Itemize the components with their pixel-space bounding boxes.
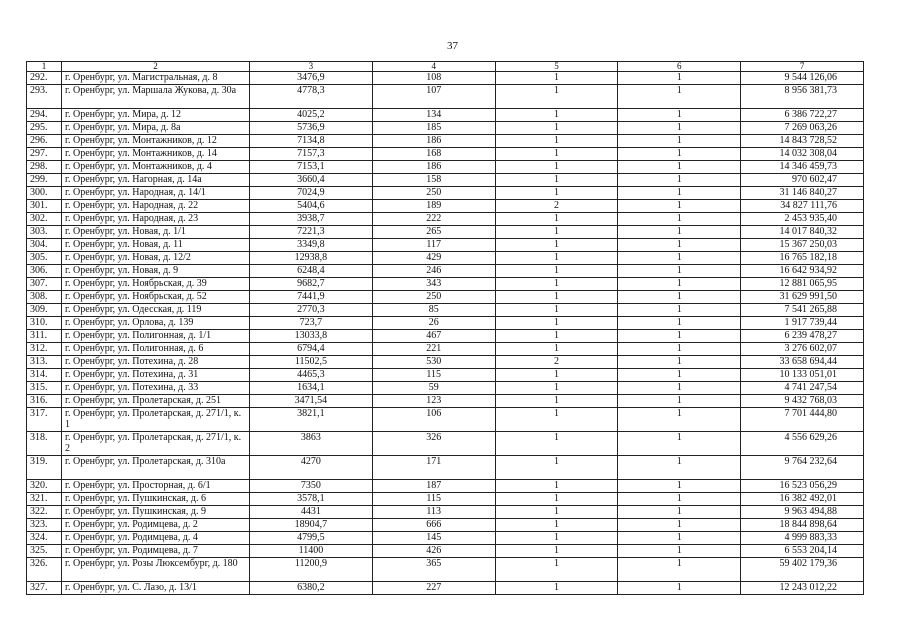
- col5-cell: 1: [495, 252, 618, 265]
- area-cell: 1634,1: [250, 382, 373, 395]
- row-number: 297.: [27, 148, 62, 161]
- header-cell: 6: [618, 62, 741, 72]
- col6-cell: 1: [618, 532, 741, 545]
- address-cell: г. Оренбург, ул. Новая, д. 12/2: [62, 252, 250, 265]
- col6-cell: 1: [618, 265, 741, 278]
- area-cell: 12938,8: [250, 252, 373, 265]
- area-cell: 7221,3: [250, 226, 373, 239]
- area-cell: 7441,9: [250, 291, 373, 304]
- col5-cell: 1: [495, 382, 618, 395]
- area-cell: 4778,3: [250, 85, 373, 109]
- col5-cell: 1: [495, 174, 618, 187]
- col6-cell: 1: [618, 135, 741, 148]
- address-cell: г. Оренбург, ул. Пролетарская, д. 310а: [62, 456, 250, 480]
- count-cell: 187: [372, 480, 495, 493]
- count-cell: 530: [372, 356, 495, 369]
- count-cell: 429: [372, 252, 495, 265]
- row-number: 307.: [27, 278, 62, 291]
- address-cell: г. Оренбург, ул. Потехина, д. 28: [62, 356, 250, 369]
- col5-cell: 1: [495, 493, 618, 506]
- row-number: 308.: [27, 291, 62, 304]
- row-number: 321.: [27, 493, 62, 506]
- row-number: 310.: [27, 317, 62, 330]
- address-cell: г. Оренбург, ул. Одесская, д. 119: [62, 304, 250, 317]
- row-number: 294.: [27, 109, 62, 122]
- area-cell: 4270: [250, 456, 373, 480]
- col5-cell: 1: [495, 291, 618, 304]
- area-cell: 7134,8: [250, 135, 373, 148]
- count-cell: 123: [372, 395, 495, 408]
- count-cell: 467: [372, 330, 495, 343]
- address-cell: г. Оренбург, ул. Просторная, д. 6/1: [62, 480, 250, 493]
- area-cell: 3476,9: [250, 72, 373, 85]
- table-row: [27, 148, 864, 161]
- header-row: [27, 62, 864, 72]
- col6-cell: 1: [618, 200, 741, 213]
- col6-cell: 1: [618, 85, 741, 109]
- table-row: [27, 278, 864, 291]
- count-cell: 326: [372, 432, 495, 456]
- count-cell: 222: [372, 213, 495, 226]
- area-cell: 11200,9: [250, 558, 373, 582]
- table-row: [27, 174, 864, 187]
- col6-cell: 1: [618, 582, 741, 595]
- table-row: [27, 239, 864, 252]
- amount-cell: 970 602,47: [741, 174, 864, 187]
- row-number: 299.: [27, 174, 62, 187]
- page-number: 37: [447, 40, 458, 52]
- address-cell: г. Оренбург, ул. Пролетарская, д. 271/1, к. 1: [62, 408, 250, 432]
- area-cell: 3660,4: [250, 174, 373, 187]
- col6-cell: 1: [618, 432, 741, 456]
- row-number: 302.: [27, 213, 62, 226]
- count-cell: 186: [372, 161, 495, 174]
- row-number: 303.: [27, 226, 62, 239]
- area-cell: 18904,7: [250, 519, 373, 532]
- table-row: [27, 330, 864, 343]
- header-cell: 1: [27, 62, 62, 72]
- table-row: [27, 85, 864, 109]
- area-cell: 6248,4: [250, 265, 373, 278]
- col6-cell: 1: [618, 317, 741, 330]
- col6-cell: 1: [618, 343, 741, 356]
- amount-cell: 16 765 182,18: [741, 252, 864, 265]
- col6-cell: 1: [618, 239, 741, 252]
- row-number: 322.: [27, 506, 62, 519]
- amount-cell: 9 544 126,06: [741, 72, 864, 85]
- col5-cell: 1: [495, 582, 618, 595]
- area-cell: 2770,3: [250, 304, 373, 317]
- row-number: 298.: [27, 161, 62, 174]
- col5-cell: 1: [495, 369, 618, 382]
- area-cell: 11502,5: [250, 356, 373, 369]
- table-row: [27, 109, 864, 122]
- area-cell: 7350: [250, 480, 373, 493]
- col6-cell: 1: [618, 408, 741, 432]
- col5-cell: 1: [495, 432, 618, 456]
- amount-cell: 4 741 247,54: [741, 382, 864, 395]
- col6-cell: 1: [618, 330, 741, 343]
- count-cell: 59: [372, 382, 495, 395]
- address-cell: г. Оренбург, ул. Родимцева, д. 4: [62, 532, 250, 545]
- address-cell: г. Оренбург, ул. Новая, д. 1/1: [62, 226, 250, 239]
- header-cell: 7: [741, 62, 864, 72]
- count-cell: 108: [372, 72, 495, 85]
- table-row: [27, 480, 864, 493]
- col6-cell: 1: [618, 148, 741, 161]
- table-row: [27, 582, 864, 595]
- area-cell: 11400: [250, 545, 373, 558]
- row-number: 295.: [27, 122, 62, 135]
- row-number: 296.: [27, 135, 62, 148]
- col6-cell: 1: [618, 109, 741, 122]
- address-cell: г. Оренбург, ул. Ноябрьская, д. 39: [62, 278, 250, 291]
- address-cell: г. Оренбург, ул. Розы Люксембург, д. 180: [62, 558, 250, 582]
- count-cell: 250: [372, 187, 495, 200]
- amount-cell: 31 629 991,50: [741, 291, 864, 304]
- row-number: 323.: [27, 519, 62, 532]
- address-cell: г. Оренбург, ул. Мира, д. 12: [62, 109, 250, 122]
- row-number: 314.: [27, 369, 62, 382]
- table-row: [27, 558, 864, 582]
- col6-cell: 1: [618, 480, 741, 493]
- count-cell: 221: [372, 343, 495, 356]
- table-row: [27, 304, 864, 317]
- count-cell: 145: [372, 532, 495, 545]
- col6-cell: 1: [618, 72, 741, 85]
- row-number: 318.: [27, 432, 62, 456]
- row-number: 293.: [27, 85, 62, 109]
- count-cell: 246: [372, 265, 495, 278]
- col5-cell: 1: [495, 265, 618, 278]
- col5-cell: 1: [495, 135, 618, 148]
- table-row: [27, 265, 864, 278]
- col5-cell: 1: [495, 519, 618, 532]
- area-cell: 3821,1: [250, 408, 373, 432]
- row-number: 324.: [27, 532, 62, 545]
- amount-cell: 2 453 935,40: [741, 213, 864, 226]
- amount-cell: 31 146 840,27: [741, 187, 864, 200]
- area-cell: 9682,7: [250, 278, 373, 291]
- area-cell: 3863: [250, 432, 373, 456]
- row-number: 319.: [27, 456, 62, 480]
- table-row: [27, 213, 864, 226]
- table-row: [27, 122, 864, 135]
- area-cell: 7157,3: [250, 148, 373, 161]
- count-cell: 265: [372, 226, 495, 239]
- col5-cell: 1: [495, 408, 618, 432]
- area-cell: 4431: [250, 506, 373, 519]
- amount-cell: 8 956 381,73: [741, 85, 864, 109]
- amount-cell: 16 382 492,01: [741, 493, 864, 506]
- amount-cell: 16 523 056,29: [741, 480, 864, 493]
- col6-cell: 1: [618, 558, 741, 582]
- area-cell: 13033,8: [250, 330, 373, 343]
- amount-cell: 14 017 840,32: [741, 226, 864, 239]
- count-cell: 107: [372, 85, 495, 109]
- table-row: [27, 369, 864, 382]
- count-cell: 134: [372, 109, 495, 122]
- address-cell: г. Оренбург, ул. Монтажников, д. 12: [62, 135, 250, 148]
- col5-cell: 1: [495, 109, 618, 122]
- col5-cell: 2: [495, 200, 618, 213]
- count-cell: 227: [372, 582, 495, 595]
- col6-cell: 1: [618, 213, 741, 226]
- col5-cell: 1: [495, 456, 618, 480]
- col5-cell: 1: [495, 239, 618, 252]
- table-row: [27, 432, 864, 456]
- row-number: 325.: [27, 545, 62, 558]
- col5-cell: 1: [495, 317, 618, 330]
- amount-cell: 7 541 265,88: [741, 304, 864, 317]
- table-row: [27, 408, 864, 432]
- table-row: [27, 356, 864, 369]
- count-cell: 115: [372, 369, 495, 382]
- col5-cell: 1: [495, 395, 618, 408]
- col6-cell: 1: [618, 161, 741, 174]
- col6-cell: 1: [618, 356, 741, 369]
- address-cell: г. Оренбург, ул. Новая, д. 9: [62, 265, 250, 278]
- col5-cell: 1: [495, 161, 618, 174]
- area-cell: 5736,9: [250, 122, 373, 135]
- row-number: 306.: [27, 265, 62, 278]
- col5-cell: 1: [495, 558, 618, 582]
- count-cell: 666: [372, 519, 495, 532]
- table-row: [27, 317, 864, 330]
- count-cell: 26: [372, 317, 495, 330]
- col5-cell: 1: [495, 506, 618, 519]
- area-cell: 4465,3: [250, 369, 373, 382]
- amount-cell: 59 402 179,36: [741, 558, 864, 582]
- area-cell: 5404,6: [250, 200, 373, 213]
- address-cell: г. Оренбург, ул. Пролетарская, д. 271/1, к. 2: [62, 432, 250, 456]
- row-number: 317.: [27, 408, 62, 432]
- col6-cell: 1: [618, 519, 741, 532]
- address-cell: г. Оренбург, ул. Родимцева, д. 2: [62, 519, 250, 532]
- col5-cell: 1: [495, 304, 618, 317]
- amount-cell: 14 032 308,04: [741, 148, 864, 161]
- address-cell: г. Оренбург, ул. Монтажников, д. 4: [62, 161, 250, 174]
- amount-cell: 34 827 111,76: [741, 200, 864, 213]
- col5-cell: 1: [495, 213, 618, 226]
- count-cell: 186: [372, 135, 495, 148]
- area-cell: 3938,7: [250, 213, 373, 226]
- amount-cell: 12 881 065,95: [741, 278, 864, 291]
- header-cell: 2: [62, 62, 250, 72]
- table-row: [27, 226, 864, 239]
- address-cell: г. Оренбург, ул. Родимцева, д. 7: [62, 545, 250, 558]
- col6-cell: 1: [618, 226, 741, 239]
- row-number: 316.: [27, 395, 62, 408]
- table-row: [27, 291, 864, 304]
- count-cell: 426: [372, 545, 495, 558]
- table-row: [27, 72, 864, 85]
- count-cell: 365: [372, 558, 495, 582]
- table-row: [27, 161, 864, 174]
- count-cell: 185: [372, 122, 495, 135]
- amount-cell: 15 367 250,03: [741, 239, 864, 252]
- address-cell: г. Оренбург, ул. Полигонная, д. 6: [62, 343, 250, 356]
- table-row: [27, 382, 864, 395]
- address-cell: г. Оренбург, ул. Новая, д. 11: [62, 239, 250, 252]
- row-number: 326.: [27, 558, 62, 582]
- row-number: 315.: [27, 382, 62, 395]
- count-cell: 113: [372, 506, 495, 519]
- row-number: 304.: [27, 239, 62, 252]
- address-cell: г. Оренбург, ул. Мира, д. 8а: [62, 122, 250, 135]
- col6-cell: 1: [618, 304, 741, 317]
- address-cell: г. Оренбург, ул. Потехина, д. 31: [62, 369, 250, 382]
- col6-cell: 1: [618, 187, 741, 200]
- address-cell: г. Оренбург, ул. Народная, д. 23: [62, 213, 250, 226]
- col6-cell: 1: [618, 174, 741, 187]
- amount-cell: 9 963 494,88: [741, 506, 864, 519]
- col5-cell: 1: [495, 278, 618, 291]
- address-cell: г. Оренбург, ул. С. Лазо, д. 13/1: [62, 582, 250, 595]
- table-row: [27, 395, 864, 408]
- col5-cell: 1: [495, 532, 618, 545]
- address-cell: г. Оренбург, ул. Пролетарская, д. 251: [62, 395, 250, 408]
- table-row: [27, 532, 864, 545]
- area-cell: 4025,2: [250, 109, 373, 122]
- address-cell: г. Оренбург, ул. Магистральная, д. 8: [62, 72, 250, 85]
- amount-cell: 6 553 204,14: [741, 545, 864, 558]
- col6-cell: 1: [618, 382, 741, 395]
- table-row: [27, 519, 864, 532]
- table-row: [27, 506, 864, 519]
- address-cell: г. Оренбург, ул. Пушкинская, д. 6: [62, 493, 250, 506]
- col5-cell: 1: [495, 72, 618, 85]
- count-cell: 158: [372, 174, 495, 187]
- amount-cell: 16 642 934,92: [741, 265, 864, 278]
- col6-cell: 1: [618, 545, 741, 558]
- count-cell: 168: [372, 148, 495, 161]
- header-cell: 5: [495, 62, 618, 72]
- row-number: 309.: [27, 304, 62, 317]
- amount-cell: 1 917 739,44: [741, 317, 864, 330]
- amount-cell: 7 701 444,80: [741, 408, 864, 432]
- col6-cell: 1: [618, 456, 741, 480]
- area-cell: 3349,8: [250, 239, 373, 252]
- col6-cell: 1: [618, 369, 741, 382]
- address-cell: г. Оренбург, ул. Нагорная, д. 14а: [62, 174, 250, 187]
- row-number: 312.: [27, 343, 62, 356]
- count-cell: 85: [372, 304, 495, 317]
- address-cell: г. Оренбург, ул. Полигонная, д. 1/1: [62, 330, 250, 343]
- col5-cell: 1: [495, 122, 618, 135]
- table-row: [27, 252, 864, 265]
- address-cell: г. Оренбург, ул. Народная, д. 22: [62, 200, 250, 213]
- col6-cell: 1: [618, 122, 741, 135]
- row-number: 292.: [27, 72, 62, 85]
- row-number: 313.: [27, 356, 62, 369]
- row-number: 305.: [27, 252, 62, 265]
- address-cell: г. Оренбург, ул. Народная, д. 14/1: [62, 187, 250, 200]
- address-cell: г. Оренбург, ул. Маршала Жукова, д. 30а: [62, 85, 250, 109]
- address-cell: г. Оренбург, ул. Монтажников, д. 14: [62, 148, 250, 161]
- row-number: 301.: [27, 200, 62, 213]
- count-cell: 117: [372, 239, 495, 252]
- amount-cell: 7 269 063,26: [741, 122, 864, 135]
- col6-cell: 1: [618, 395, 741, 408]
- amount-cell: 14 843 728,52: [741, 135, 864, 148]
- area-cell: 3578,1: [250, 493, 373, 506]
- area-cell: 3471,54: [250, 395, 373, 408]
- row-number: 300.: [27, 187, 62, 200]
- amount-cell: 33 658 694,44: [741, 356, 864, 369]
- table-row: [27, 187, 864, 200]
- area-cell: 723,7: [250, 317, 373, 330]
- amount-cell: 12 243 012,22: [741, 582, 864, 595]
- count-cell: 189: [372, 200, 495, 213]
- table-row: [27, 456, 864, 480]
- table-row: [27, 545, 864, 558]
- amount-cell: 6 239 478,27: [741, 330, 864, 343]
- col6-cell: 1: [618, 278, 741, 291]
- amount-cell: 18 844 898,64: [741, 519, 864, 532]
- col5-cell: 1: [495, 187, 618, 200]
- amount-cell: 10 133 051,01: [741, 369, 864, 382]
- col5-cell: 1: [495, 343, 618, 356]
- amount-cell: 4 556 629,26: [741, 432, 864, 456]
- address-cell: г. Оренбург, ул. Орлова, д. 139: [62, 317, 250, 330]
- count-cell: 343: [372, 278, 495, 291]
- amount-cell: 9 432 768,03: [741, 395, 864, 408]
- header-cell: 4: [372, 62, 495, 72]
- count-cell: 171: [372, 456, 495, 480]
- area-cell: 4799,5: [250, 532, 373, 545]
- address-cell: г. Оренбург, ул. Потехина, д. 33: [62, 382, 250, 395]
- table-row: [27, 135, 864, 148]
- count-cell: 250: [372, 291, 495, 304]
- address-cell: г. Оренбург, ул. Ноябрьская, д. 52: [62, 291, 250, 304]
- amount-cell: 4 999 883,33: [741, 532, 864, 545]
- col5-cell: 1: [495, 148, 618, 161]
- table-row: [27, 493, 864, 506]
- amount-cell: 6 386 722,27: [741, 109, 864, 122]
- col5-cell: 1: [495, 226, 618, 239]
- row-number: 320.: [27, 480, 62, 493]
- count-cell: 115: [372, 493, 495, 506]
- header-cell: 3: [250, 62, 373, 72]
- col5-cell: 2: [495, 356, 618, 369]
- count-cell: 106: [372, 408, 495, 432]
- col6-cell: 1: [618, 506, 741, 519]
- amount-cell: 14 346 459,73: [741, 161, 864, 174]
- col5-cell: 1: [495, 480, 618, 493]
- col6-cell: 1: [618, 291, 741, 304]
- col5-cell: 1: [495, 545, 618, 558]
- col5-cell: 1: [495, 330, 618, 343]
- table-row: [27, 200, 864, 213]
- col5-cell: 1: [495, 85, 618, 109]
- table-row: [27, 343, 864, 356]
- area-cell: 7153,1: [250, 161, 373, 174]
- area-cell: 6380,2: [250, 582, 373, 595]
- row-number: 311.: [27, 330, 62, 343]
- amount-cell: 3 276 602,07: [741, 343, 864, 356]
- address-cell: г. Оренбург, ул. Пушкинская, д. 9: [62, 506, 250, 519]
- col6-cell: 1: [618, 252, 741, 265]
- amount-cell: 9 764 232,64: [741, 456, 864, 480]
- row-number: 327.: [27, 582, 62, 595]
- area-cell: 7024,9: [250, 187, 373, 200]
- area-cell: 6794,4: [250, 343, 373, 356]
- col6-cell: 1: [618, 493, 741, 506]
- buildings-table: [26, 61, 864, 595]
